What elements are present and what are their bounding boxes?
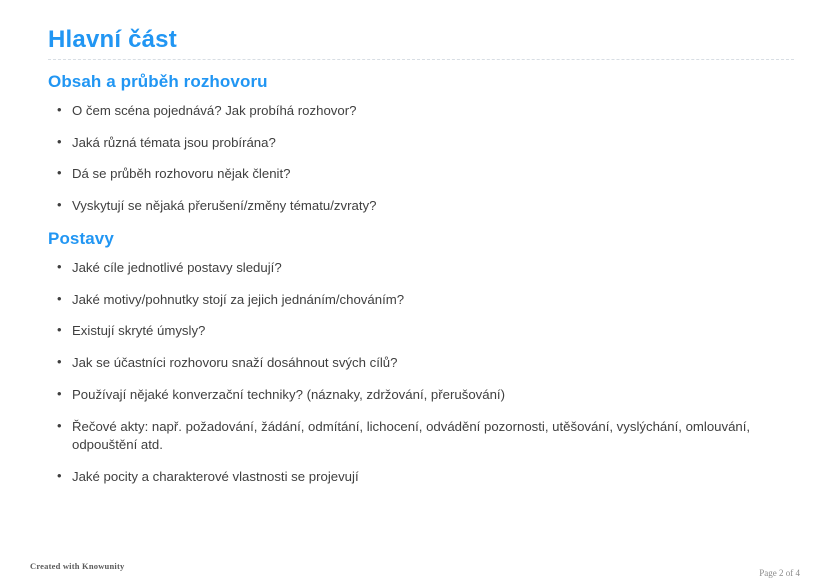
bullet-list [48,259,794,487]
section-heading: Postavy [48,228,114,248]
list-item: • Dá se průběh rozhovoru nějak členit? [55,165,794,184]
list-item: • Jaké motivy/pohnutky stojí za jejich jednáním/chováním? [55,291,794,310]
list-item: • Jaké pocity a charakterové vlastnosti se projevují [55,468,794,487]
section-heading: Obsah a průběh rozhovoru [48,72,268,91]
list-item: • Používají nějaké konverzační techniky? (náznaky, zdržování, přerušování) [55,386,794,405]
list-item: • Jaké cíle jednotlivé postavy sledují? [55,259,794,278]
list-item: • Jaká různá témata jsou probírána? [55,134,794,153]
list-item: • Jak se účastníci rozhovoru snaží dosáhnout svých cílů? [55,354,794,373]
list-item: • Vyskytují se nějaká přerušení/změny tématu/zvraty? [55,197,794,216]
bullet-list [48,102,794,216]
footer-credit: Created with Knowunity [30,561,125,571]
section-postavy [48,229,794,487]
title-divider [48,59,794,60]
list-item: • Existují skryté úmysly? [55,322,794,341]
page-content [48,68,794,500]
list-item: • Řečové akty: např. požadování, žádání, odmítání, lichocení, odvádění pozornosti, utěšování, vyslýchání, omlouvání, odpouštění atd. [55,418,794,455]
footer-page-number: Page 2 of 4 [759,568,800,578]
page-title: Hlavní část [48,26,177,53]
list-item: • O čem scéna pojednává? Jak probíhá rozhovor? [55,102,794,121]
section-obsah-a-prubeh-rozhovoru [48,72,794,216]
